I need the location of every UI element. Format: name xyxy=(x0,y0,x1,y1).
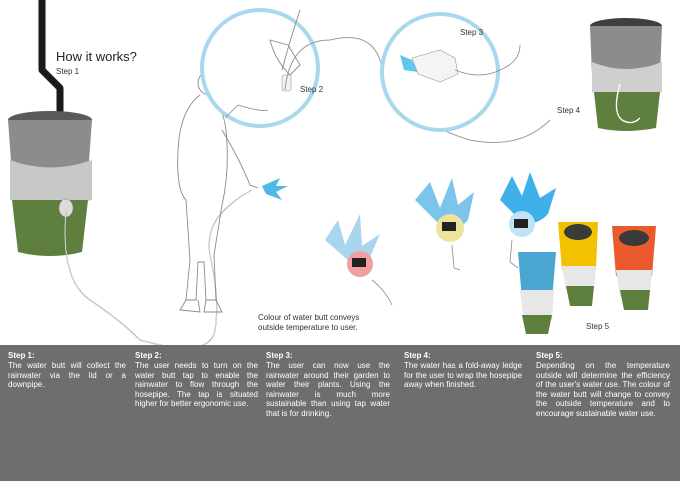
step-1-block xyxy=(8,351,126,390)
zoom-circle-step3 xyxy=(382,14,520,130)
step-2-block xyxy=(135,351,258,409)
downpipe xyxy=(42,0,60,128)
steps-band xyxy=(0,345,680,481)
step-3-block xyxy=(266,351,390,419)
label-step-3: Step 3 xyxy=(460,28,484,37)
step-4-block xyxy=(404,351,522,390)
step-5-title: Step 5: xyxy=(536,351,563,360)
step-1-text: The water butt will collect the rainwater via the lid or a downpipe. xyxy=(8,361,126,390)
label-step-1: Step 1 xyxy=(56,67,80,76)
water-butt-large xyxy=(8,111,92,256)
step-4-text: The water has a fold-away ledge for the user to wrap the hosepipe away when finished. xyxy=(404,361,522,390)
page-title: How it works? xyxy=(56,49,137,64)
step-5-text: Depending on the temperature outside will determine the efficiency of the user's water use. The colour of the water butt will change to convey the outside temperature and to encourage sustainable water use. xyxy=(536,361,670,418)
step-5-block xyxy=(536,351,670,419)
step-3-text: The user can now use the rainwater around their garden to water their plants. Using the rainwater is much more sustainable than using tap water that is for drinking. xyxy=(266,361,390,418)
temperature-caption: Colour of water butt conveys outside temperature to user. xyxy=(258,313,360,332)
water-spray-small xyxy=(262,178,288,200)
coloured-butts xyxy=(518,222,656,334)
step-3-title: Step 3: xyxy=(266,351,293,360)
step-2-text: The user needs to turn on the water butt tap to enable the rainwater to flow through the hosepipe. The tap is situated higher for better ergonomic use. xyxy=(135,361,258,409)
hose-line xyxy=(65,190,252,345)
step-4-title: Step 4: xyxy=(404,351,431,360)
label-step-2: Step 2 xyxy=(300,85,324,94)
water-butt-step4 xyxy=(590,18,662,131)
zoom-circle-step2 xyxy=(202,10,318,126)
step-1-title: Step 1: xyxy=(8,351,35,360)
step-2-title: Step 2: xyxy=(135,351,162,360)
label-step-5: Step 5 xyxy=(586,322,610,331)
label-step-4: Step 4 xyxy=(557,106,581,115)
